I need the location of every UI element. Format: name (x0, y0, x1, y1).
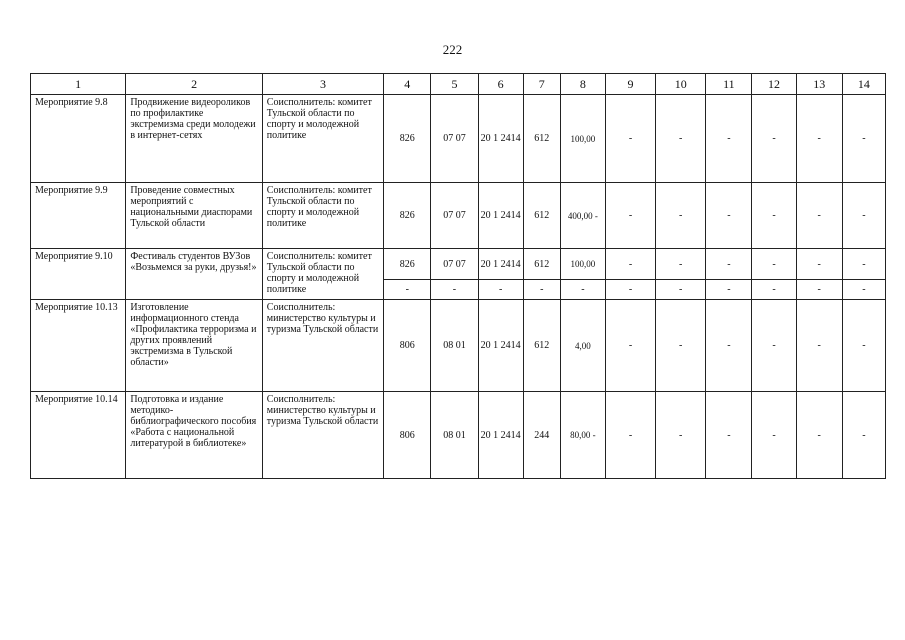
event-name-cell: Фестиваль студентов ВУЗов «Возьмемся за руки, друзья!» (126, 249, 262, 300)
event-cell: Мероприятие 9.10 (31, 249, 126, 300)
cell-col9: - (605, 300, 655, 392)
cell-col11: - (706, 249, 752, 280)
cell-col10: - (656, 249, 706, 280)
cell-col8: 100,00 (560, 249, 605, 280)
executor-cell: Соисполнитель: министерство культуры и туризма Тульской области (262, 392, 383, 479)
cell-col4: - (384, 280, 431, 300)
event-cell: Мероприятие 10.14 (31, 392, 126, 479)
event-name-cell: Проведение совместных мероприятий с национальными диаспорами Тульской области (126, 183, 262, 249)
cell-col13: - (796, 183, 842, 249)
cell-col13: - (796, 280, 842, 300)
column-header: 12 (752, 74, 796, 95)
cell-col8: 80,00 - (560, 392, 605, 479)
cell-col14: - (842, 392, 885, 479)
cell-col4: 826 (384, 183, 431, 249)
cell-col6: 20 1 2414 (478, 300, 523, 392)
executor-cell: Соисполнитель: министерство культуры и туризма Тульской области (262, 300, 383, 392)
cell-col4: 806 (384, 392, 431, 479)
cell-col6: 20 1 2414 (478, 392, 523, 479)
column-header: 6 (478, 74, 523, 95)
table-row (31, 183, 886, 249)
cell-col8: 4,00 (560, 300, 605, 392)
cell-col9: - (605, 183, 655, 249)
executor-cell: Соисполнитель: комитет Тульской области по спорту и молодежной политике (262, 95, 383, 183)
cell-col9: - (605, 249, 655, 280)
column-header: 5 (431, 74, 478, 95)
cell-col5: 07 07 (431, 183, 478, 249)
cell-col7: - (523, 280, 560, 300)
cell-col4: 826 (384, 249, 431, 280)
event-name-cell: Изготовление информационного стенда «Профилактика терроризма и других проявлений экстремизма в Тульской области» (126, 300, 262, 392)
budget-table (30, 73, 886, 479)
cell-col5: - (431, 280, 478, 300)
column-header: 9 (605, 74, 655, 95)
cell-col10: - (656, 95, 706, 183)
table-row (31, 95, 886, 183)
cell-col6: 20 1 2414 (478, 183, 523, 249)
cell-col5: 08 01 (431, 392, 478, 479)
event-cell: Мероприятие 9.9 (31, 183, 126, 249)
table-row (31, 300, 886, 392)
column-header: 8 (560, 74, 605, 95)
cell-col6: - (478, 280, 523, 300)
column-header: 11 (706, 74, 752, 95)
cell-col5: 07 07 (431, 95, 478, 183)
cell-col10: - (656, 300, 706, 392)
column-header: 10 (656, 74, 706, 95)
cell-col10: - (656, 392, 706, 479)
cell-col13: - (796, 300, 842, 392)
column-header: 7 (523, 74, 560, 95)
cell-col14: - (842, 280, 885, 300)
cell-col12: - (752, 183, 796, 249)
column-header: 2 (126, 74, 262, 95)
event-name-cell: Продвижение видеороликов по профилактике экстремизма среди молодежи в интернет-сетях (126, 95, 262, 183)
cell-col11: - (706, 392, 752, 479)
cell-col7: 612 (523, 249, 560, 280)
event-cell: Мероприятие 10.13 (31, 300, 126, 392)
header-row (31, 74, 886, 95)
cell-col11: - (706, 95, 752, 183)
cell-col9: - (605, 392, 655, 479)
cell-col5: 07 07 (431, 249, 478, 280)
table-row (31, 249, 886, 280)
cell-col6: 20 1 2414 (478, 95, 523, 183)
cell-col4: 826 (384, 95, 431, 183)
cell-col13: - (796, 249, 842, 280)
cell-col4: 806 (384, 300, 431, 392)
cell-col7: 244 (523, 392, 560, 479)
cell-col11: - (706, 280, 752, 300)
cell-col12: - (752, 300, 796, 392)
cell-col11: - (706, 183, 752, 249)
column-header: 4 (384, 74, 431, 95)
cell-col11: - (706, 300, 752, 392)
cell-col12: - (752, 249, 796, 280)
cell-col8: 100,00 (560, 95, 605, 183)
table-row (31, 392, 886, 479)
event-cell: Мероприятие 9.8 (31, 95, 126, 183)
cell-col13: - (796, 95, 842, 183)
cell-col14: - (842, 95, 885, 183)
cell-col7: 612 (523, 183, 560, 249)
cell-col13: - (796, 392, 842, 479)
cell-col8: 400,00 - (560, 183, 605, 249)
cell-col9: - (605, 280, 655, 300)
cell-col7: 612 (523, 95, 560, 183)
cell-col14: - (842, 249, 885, 280)
column-header: 1 (31, 74, 126, 95)
page-number: 222 (442, 42, 463, 57)
cell-col12: - (752, 392, 796, 479)
cell-col14: - (842, 183, 885, 249)
executor-cell: Соисполнитель: комитет Тульской области по спорту и молодежной политике (262, 183, 383, 249)
cell-col6: 20 1 2414 (478, 249, 523, 280)
executor-cell: Соисполнитель: комитет Тульской области по спорту и молодежной политике (262, 249, 383, 300)
cell-col8: - (560, 280, 605, 300)
event-name-cell: Подготовка и издание методико-библиографического пособия «Работа с национальной литературой в библиотеке» (126, 392, 262, 479)
column-header: 3 (262, 74, 383, 95)
column-header: 13 (796, 74, 842, 95)
cell-col12: - (752, 280, 796, 300)
cell-col7: 612 (523, 300, 560, 392)
cell-col5: 08 01 (431, 300, 478, 392)
cell-col10: - (656, 280, 706, 300)
cell-col9: - (605, 95, 655, 183)
cell-col12: - (752, 95, 796, 183)
column-header: 14 (842, 74, 885, 95)
cell-col14: - (842, 300, 885, 392)
cell-col10: - (656, 183, 706, 249)
